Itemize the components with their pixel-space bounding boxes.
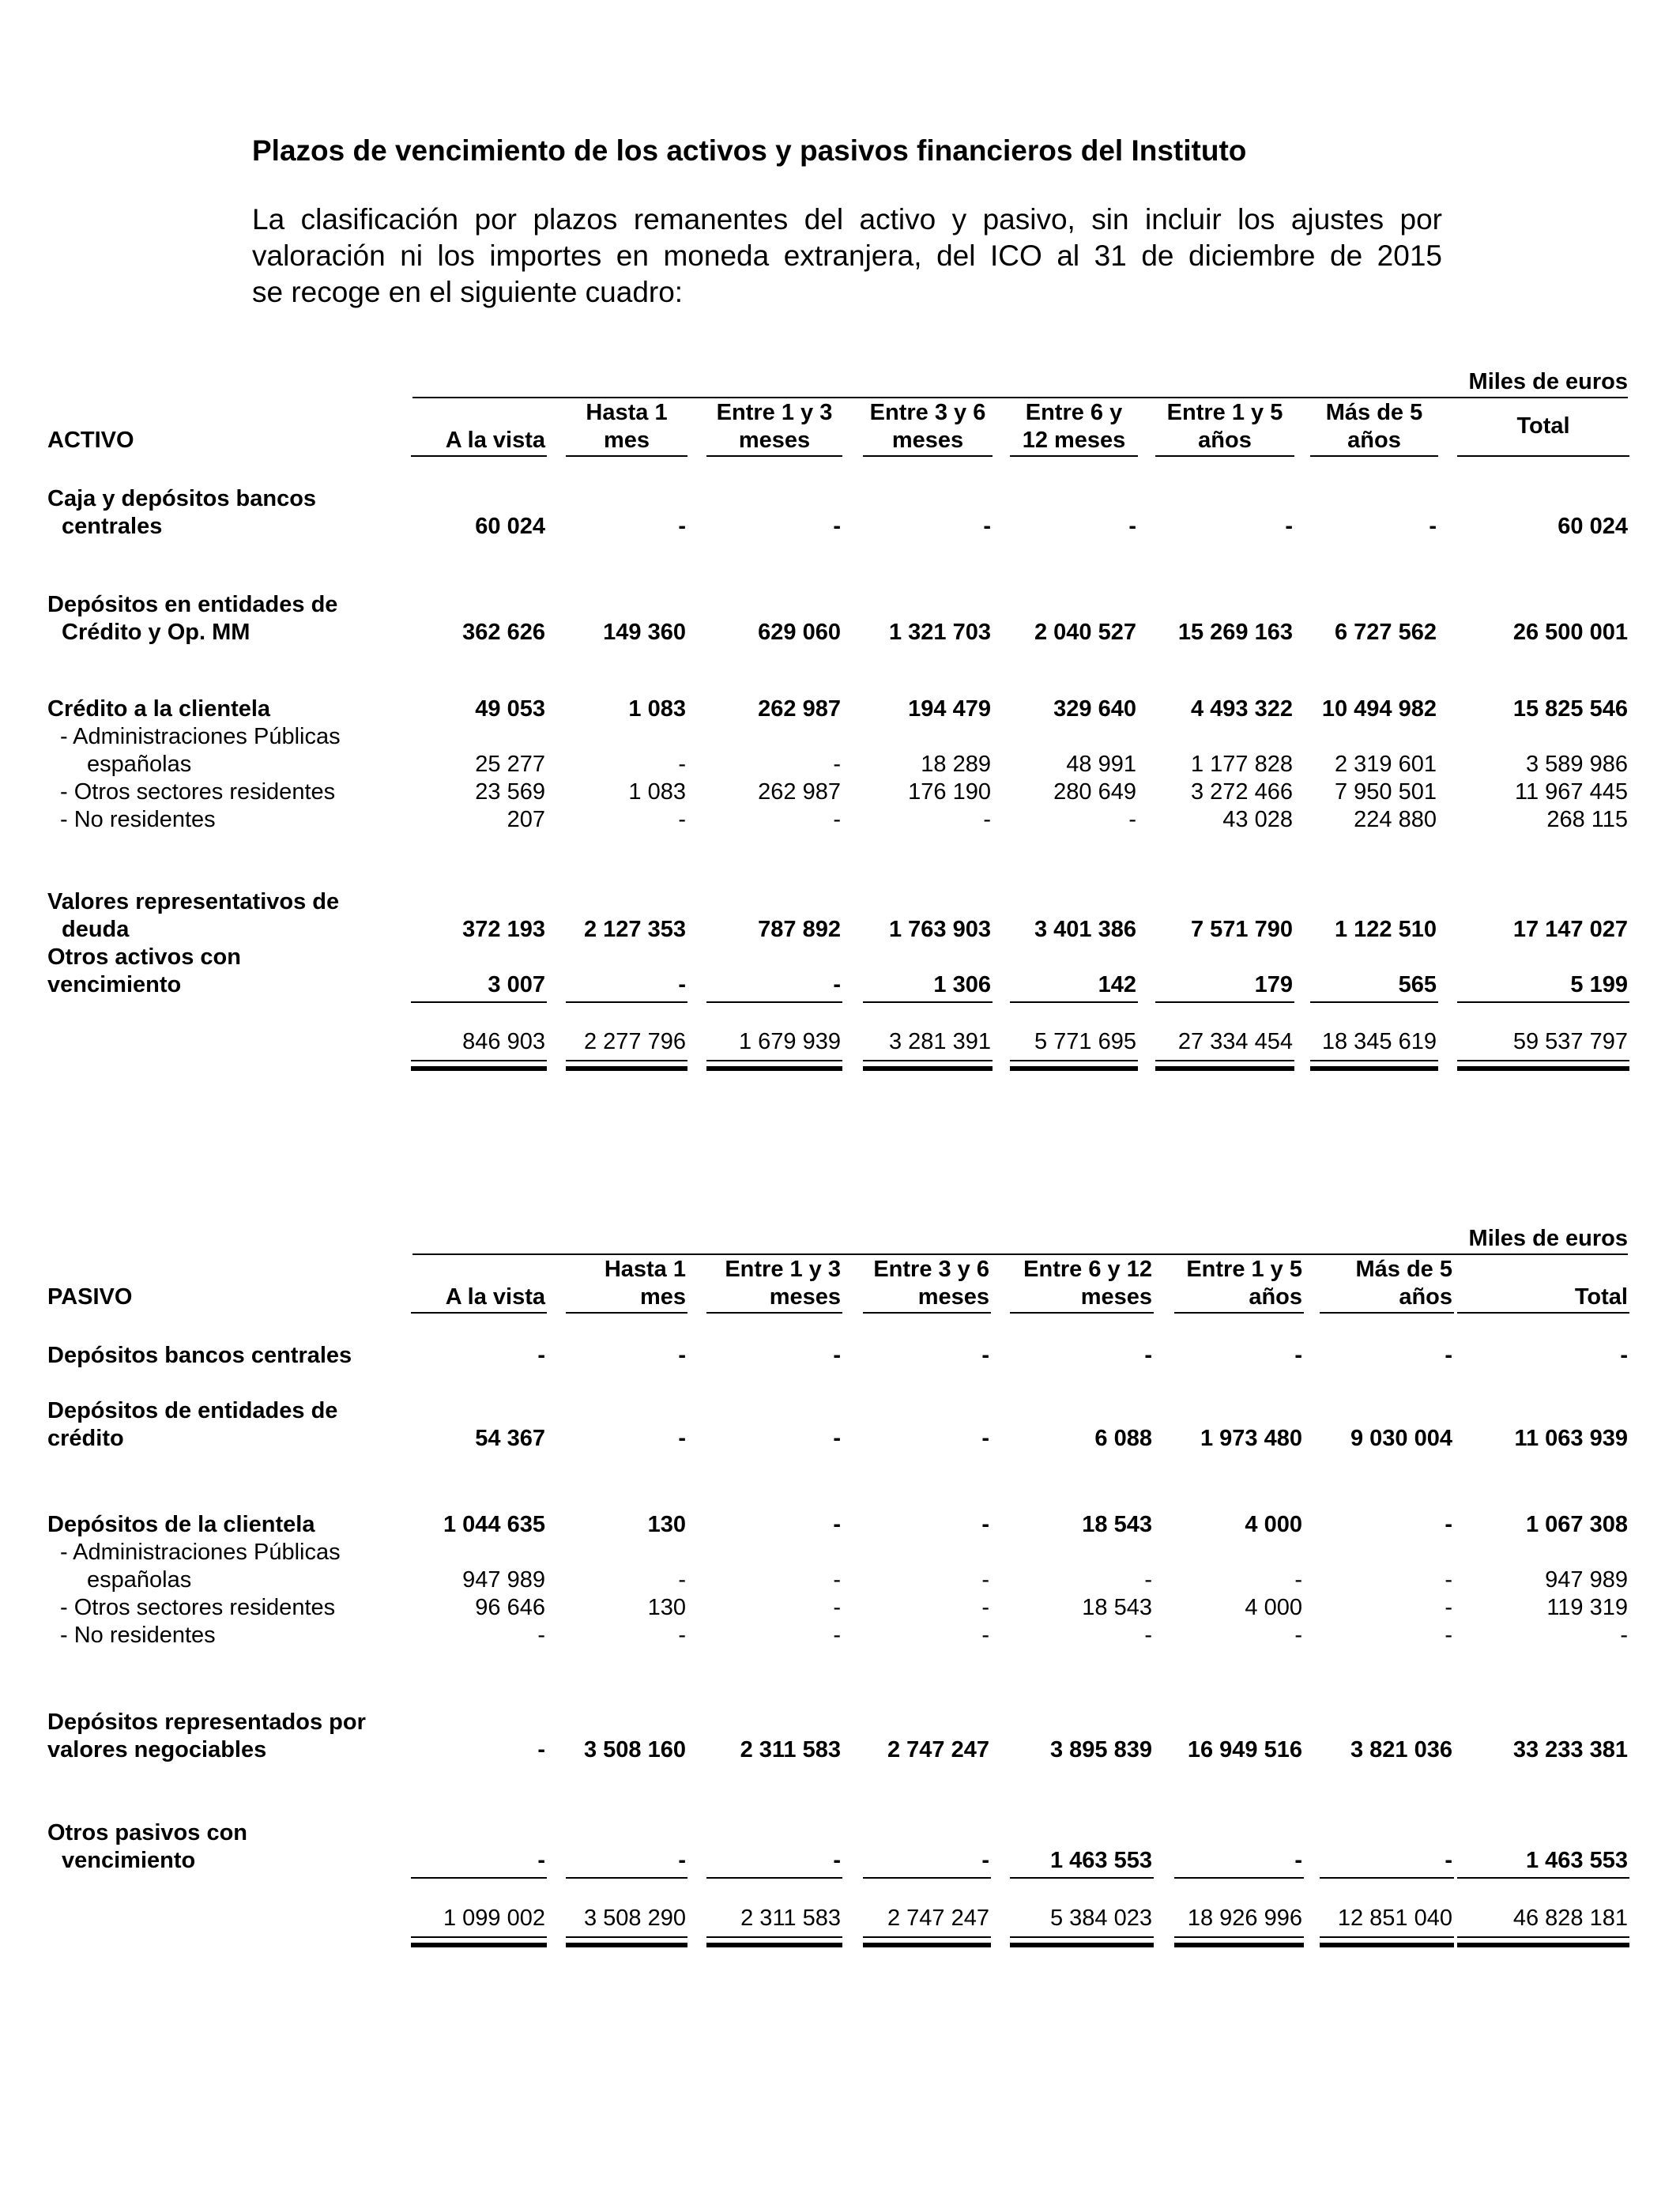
- column-header: Hasta 1: [604, 1257, 686, 1282]
- cell-value: 130: [647, 1512, 686, 1537]
- total-double-rule: [863, 1060, 993, 1071]
- total-value: 2 747 247: [887, 1906, 989, 1931]
- row-label: centrales: [62, 514, 163, 539]
- cell-value: -: [1294, 1623, 1302, 1648]
- cell-value: 1 306: [933, 972, 991, 997]
- row-label: Valores representativos de: [47, 889, 340, 914]
- row-label: Crédito a la clientela: [47, 696, 271, 722]
- column-header: Total: [1516, 413, 1570, 439]
- row-label: Otros activos con: [47, 944, 241, 970]
- cell-value: 4 493 322: [1190, 696, 1293, 722]
- column-header: meses: [1080, 1284, 1152, 1310]
- subtotal-rule: [863, 1001, 993, 1003]
- header-underline: [1155, 455, 1294, 457]
- header-underline: [706, 1312, 842, 1314]
- cell-value: -: [833, 514, 841, 539]
- column-header: Entre 6 y 12: [1023, 1257, 1152, 1282]
- cell-value: 2 319 601: [1334, 752, 1437, 777]
- cell-value: -: [833, 752, 841, 777]
- cell-value: 787 892: [758, 917, 841, 942]
- cell-value: 7 571 790: [1190, 917, 1293, 942]
- column-header: Entre 6 y: [1025, 400, 1123, 425]
- total-double-rule: [411, 1060, 547, 1071]
- subtotal-rule: [411, 1877, 547, 1879]
- section-label: PASIVO: [47, 1284, 133, 1310]
- cell-value: 10 494 982: [1321, 696, 1437, 722]
- intro-line: valoración ni los importes en moneda extranjera, del ICO al 31 de diciembre de 2015: [252, 239, 1442, 272]
- cell-value: 207: [507, 807, 545, 832]
- cell-value: -: [983, 807, 991, 832]
- subtotal-rule: [1010, 1001, 1138, 1003]
- cell-value: -: [833, 1848, 841, 1873]
- column-header: Total: [1574, 1284, 1628, 1310]
- cell-value: -: [1144, 1567, 1152, 1593]
- cell-value: 18 289: [921, 752, 991, 777]
- column-header: mes: [639, 1284, 686, 1310]
- column-header: Hasta 1: [586, 400, 668, 425]
- cell-value: 54 367: [475, 1426, 545, 1451]
- cell-value: 262 987: [758, 779, 841, 805]
- column-header: años: [1198, 428, 1252, 453]
- header-underline: [566, 1312, 687, 1314]
- cell-value: -: [1128, 807, 1136, 832]
- cell-value: 43 028: [1222, 807, 1293, 832]
- header-underline: [1320, 1312, 1454, 1314]
- cell-value: -: [833, 972, 841, 997]
- row-label: Crédito y Op. MM: [62, 620, 250, 645]
- section-label: ACTIVO: [47, 428, 134, 453]
- total-double-rule: [1457, 1060, 1629, 1071]
- column-header: 12 meses: [1022, 428, 1126, 453]
- cell-value: -: [1144, 1343, 1152, 1368]
- total-value: 1 679 939: [738, 1029, 841, 1054]
- total-value: 5 384 023: [1049, 1906, 1152, 1931]
- cell-value: -: [678, 1426, 686, 1451]
- cell-value: -: [1429, 514, 1437, 539]
- header-underline: [1457, 455, 1629, 457]
- cell-value: -: [678, 807, 686, 832]
- cell-value: 5 199: [1570, 972, 1628, 997]
- cell-value: -: [1144, 1623, 1152, 1648]
- row-label: - Administraciones Públicas: [60, 724, 341, 749]
- subtotal-rule: [1174, 1877, 1304, 1879]
- total-value: 12 851 040: [1337, 1906, 1452, 1931]
- total-value: 5 771 695: [1034, 1029, 1136, 1054]
- total-value: 846 903: [462, 1029, 545, 1054]
- cell-value: 3 589 986: [1525, 752, 1628, 777]
- subtotal-rule: [1010, 1877, 1154, 1879]
- cell-value: 7 950 501: [1334, 779, 1437, 805]
- row-label: - Otros sectores residentes: [60, 1595, 336, 1620]
- cell-value: 3 821 036: [1350, 1737, 1452, 1762]
- subtotal-rule: [1155, 1001, 1294, 1003]
- row-label: españolas: [87, 1567, 192, 1593]
- cell-value: -: [537, 1623, 545, 1648]
- total-double-rule: [706, 1936, 842, 1947]
- column-header: Entre 3 y 6: [873, 1257, 989, 1282]
- intro-line: se recoge en el siguiente cuadro:: [252, 276, 684, 308]
- cell-value: -: [981, 1623, 989, 1648]
- cell-value: 3 272 466: [1190, 779, 1293, 805]
- total-double-rule: [1457, 1936, 1629, 1947]
- cell-value: -: [833, 1343, 841, 1368]
- cell-value: -: [537, 1848, 545, 1873]
- cell-value: 60 024: [1558, 514, 1628, 539]
- cell-value: 1 763 903: [888, 917, 991, 942]
- subtotal-rule: [706, 1877, 842, 1879]
- cell-value: 26 500 001: [1512, 620, 1628, 645]
- cell-value: 6 088: [1094, 1426, 1152, 1451]
- cell-value: 1 973 480: [1200, 1426, 1302, 1451]
- total-double-rule: [1320, 1936, 1454, 1947]
- cell-value: -: [678, 514, 686, 539]
- cell-value: 33 233 381: [1512, 1737, 1628, 1762]
- header-underline: [1010, 455, 1138, 457]
- total-double-rule: [1010, 1060, 1138, 1071]
- cell-value: 18 543: [1082, 1512, 1152, 1537]
- cell-value: -: [1445, 1595, 1452, 1620]
- row-label: Depósitos bancos centrales: [47, 1343, 352, 1368]
- total-double-rule: [1155, 1060, 1294, 1071]
- cell-value: 18 543: [1082, 1595, 1152, 1620]
- column-header: meses: [917, 1284, 989, 1310]
- cell-value: -: [1620, 1343, 1628, 1368]
- row-label: - No residentes: [60, 807, 216, 832]
- header-underline: [566, 455, 687, 457]
- cell-value: -: [833, 1567, 841, 1593]
- cell-value: 194 479: [908, 696, 991, 722]
- cell-value: -: [678, 1343, 686, 1368]
- total-double-rule: [566, 1060, 687, 1071]
- column-header: Entre 1 y 3: [725, 1257, 841, 1282]
- cell-value: 1 321 703: [888, 620, 991, 645]
- subtotal-rule: [863, 1877, 991, 1879]
- cell-value: 3 508 160: [583, 1737, 686, 1762]
- header-top-rule: [412, 1253, 1628, 1255]
- cell-value: 629 060: [758, 620, 841, 645]
- cell-value: 2 040 527: [1034, 620, 1136, 645]
- units-label: Miles de euros: [1468, 369, 1628, 394]
- total-value: 2 311 583: [740, 1906, 841, 1931]
- total-value: 1 099 002: [443, 1906, 545, 1931]
- intro-paragraph: [252, 202, 1442, 311]
- header-underline: [1010, 1312, 1154, 1314]
- cell-value: -: [981, 1595, 989, 1620]
- header-underline: [863, 455, 993, 457]
- cell-value: -: [537, 1737, 545, 1762]
- cell-value: 3 895 839: [1049, 1737, 1152, 1762]
- subtotal-rule: [1310, 1001, 1438, 1003]
- cell-value: -: [1445, 1343, 1452, 1368]
- cell-value: 1 122 510: [1334, 917, 1437, 942]
- cell-value: 4 000: [1245, 1595, 1302, 1620]
- total-value: 2 277 796: [583, 1029, 686, 1054]
- column-header: años: [1399, 1284, 1452, 1310]
- row-label: valores negociables: [47, 1737, 267, 1762]
- cell-value: 2 127 353: [583, 917, 686, 942]
- row-label: Otros pasivos con: [47, 1820, 248, 1845]
- cell-value: -: [678, 752, 686, 777]
- cell-value: -: [833, 1595, 841, 1620]
- cell-value: -: [1620, 1623, 1628, 1648]
- cell-value: 6 727 562: [1334, 620, 1437, 645]
- row-label: Caja y depósitos bancos: [47, 486, 317, 511]
- cell-value: 1 177 828: [1190, 752, 1293, 777]
- header-underline: [1174, 1312, 1304, 1314]
- row-label: deuda: [62, 917, 130, 942]
- cell-value: -: [1445, 1623, 1452, 1648]
- cell-value: 4 000: [1245, 1512, 1302, 1537]
- total-value: 3 281 391: [888, 1029, 991, 1054]
- cell-value: -: [1445, 1848, 1452, 1873]
- total-double-rule: [706, 1060, 842, 1071]
- row-label: Depósitos de la clientela: [47, 1512, 315, 1537]
- column-header: meses: [891, 428, 964, 453]
- header-underline: [1457, 1312, 1629, 1314]
- column-header: meses: [769, 1284, 841, 1310]
- cell-value: -: [981, 1512, 989, 1537]
- total-double-rule: [566, 1936, 687, 1947]
- header-underline: [706, 455, 842, 457]
- total-double-rule: [863, 1936, 991, 1947]
- cell-value: 372 193: [462, 917, 545, 942]
- cell-value: 2 747 247: [887, 1737, 989, 1762]
- cell-value: -: [833, 1512, 841, 1537]
- column-header: A la vista: [445, 428, 545, 453]
- cell-value: 1 067 308: [1525, 1512, 1628, 1537]
- total-double-rule: [1310, 1060, 1438, 1071]
- cell-value: -: [833, 1623, 841, 1648]
- cell-value: 179: [1254, 972, 1293, 997]
- cell-value: -: [1285, 514, 1293, 539]
- column-header: A la vista: [445, 1284, 545, 1310]
- cell-value: -: [1294, 1848, 1302, 1873]
- cell-value: -: [678, 1623, 686, 1648]
- column-header: Más de 5: [1355, 1257, 1452, 1282]
- cell-value: 17 147 027: [1512, 917, 1628, 942]
- cell-value: -: [833, 1426, 841, 1451]
- column-header: Entre 1 y 5: [1186, 1257, 1302, 1282]
- cell-value: 149 360: [603, 620, 686, 645]
- total-double-rule: [1174, 1936, 1304, 1947]
- total-value: 18 926 996: [1187, 1906, 1302, 1931]
- column-header: años: [1249, 1284, 1302, 1310]
- subtotal-rule: [706, 1001, 842, 1003]
- row-label: vencimiento: [47, 972, 182, 997]
- total-value: 59 537 797: [1512, 1029, 1628, 1054]
- cell-value: 15 825 546: [1512, 696, 1628, 722]
- cell-value: 25 277: [475, 752, 545, 777]
- cell-value: 1 083: [628, 696, 686, 722]
- column-header: mes: [603, 428, 650, 453]
- column-header: años: [1347, 428, 1401, 453]
- cell-value: 362 626: [462, 620, 545, 645]
- cell-value: 1 044 635: [443, 1512, 545, 1537]
- cell-value: 119 319: [1546, 1595, 1628, 1620]
- row-label: Depósitos en entidades de: [47, 592, 338, 617]
- cell-value: -: [1445, 1512, 1452, 1537]
- total-value: 3 508 290: [583, 1906, 686, 1931]
- cell-value: -: [1128, 514, 1136, 539]
- row-label: - Administraciones Públicas: [60, 1540, 341, 1565]
- column-header: Entre 1 y 3: [716, 400, 833, 425]
- subtotal-rule: [411, 1001, 547, 1003]
- row-label: - Otros sectores residentes: [60, 779, 336, 805]
- cell-value: -: [678, 1848, 686, 1873]
- cell-value: 11 063 939: [1514, 1426, 1628, 1451]
- cell-value: 23 569: [475, 779, 545, 805]
- cell-value: 96 646: [475, 1595, 545, 1620]
- cell-value: -: [833, 807, 841, 832]
- column-header: Entre 1 y 5: [1166, 400, 1283, 425]
- page-title: Plazos de vencimiento de los activos y pasivos financieros del Instituto: [252, 134, 1247, 167]
- cell-value: 1 463 553: [1049, 1848, 1152, 1873]
- cell-value: 49 053: [475, 696, 545, 722]
- cell-value: 3 401 386: [1034, 917, 1136, 942]
- cell-value: -: [983, 514, 991, 539]
- cell-value: 329 640: [1053, 696, 1136, 722]
- cell-value: 142: [1098, 972, 1136, 997]
- row-label: vencimiento: [62, 1848, 196, 1873]
- header-underline: [411, 1312, 547, 1314]
- cell-value: 9 030 004: [1350, 1426, 1452, 1451]
- row-label: - No residentes: [60, 1623, 216, 1648]
- column-header: Más de 5: [1325, 400, 1423, 425]
- cell-value: -: [1294, 1567, 1302, 1593]
- total-double-rule: [1010, 1936, 1154, 1947]
- subtotal-rule: [1457, 1877, 1629, 1879]
- header-underline: [411, 455, 547, 457]
- cell-value: 3 007: [488, 972, 545, 997]
- row-label: Depósitos de entidades de: [47, 1398, 338, 1423]
- total-value: 18 345 619: [1321, 1029, 1437, 1054]
- cell-value: 224 880: [1354, 807, 1437, 832]
- cell-value: 947 989: [462, 1567, 545, 1593]
- cell-value: 1 463 553: [1525, 1848, 1628, 1873]
- row-label: Depósitos representados por: [47, 1710, 366, 1735]
- cell-value: 565: [1398, 972, 1437, 997]
- cell-value: 48 991: [1066, 752, 1136, 777]
- total-value: 46 828 181: [1512, 1906, 1628, 1931]
- cell-value: 2 311 583: [740, 1737, 841, 1762]
- total-double-rule: [411, 1936, 547, 1947]
- cell-value: 1 083: [628, 779, 686, 805]
- cell-value: 15 269 163: [1177, 620, 1293, 645]
- cell-value: 11 967 445: [1515, 779, 1628, 805]
- cell-value: -: [981, 1848, 989, 1873]
- header-underline: [1310, 455, 1438, 457]
- subtotal-rule: [566, 1001, 687, 1003]
- subtotal-rule: [566, 1877, 687, 1879]
- cell-value: 16 949 516: [1187, 1737, 1302, 1762]
- column-header: meses: [738, 428, 811, 453]
- cell-value: 60 024: [475, 514, 545, 539]
- units-label: Miles de euros: [1468, 1226, 1628, 1251]
- cell-value: -: [678, 972, 686, 997]
- subtotal-rule: [1320, 1877, 1454, 1879]
- intro-line: La clasificación por plazos remanentes del activo y pasivo, sin incluir los ajustes por: [252, 203, 1442, 236]
- cell-value: -: [981, 1567, 989, 1593]
- cell-value: 268 115: [1546, 807, 1628, 832]
- row-label: españolas: [87, 752, 192, 777]
- cell-value: -: [1445, 1567, 1452, 1593]
- cell-value: -: [1294, 1343, 1302, 1368]
- cell-value: -: [537, 1343, 545, 1368]
- header-underline: [863, 1312, 991, 1314]
- cell-value: -: [678, 1567, 686, 1593]
- total-value: 27 334 454: [1177, 1029, 1293, 1054]
- column-header: Entre 3 y 6: [869, 400, 986, 425]
- cell-value: 262 987: [758, 696, 841, 722]
- subtotal-rule: [1457, 1001, 1629, 1003]
- row-label: crédito: [47, 1426, 124, 1451]
- cell-value: 280 649: [1053, 779, 1136, 805]
- cell-value: 130: [647, 1595, 686, 1620]
- cell-value: 176 190: [908, 779, 991, 805]
- cell-value: 947 989: [1545, 1567, 1628, 1593]
- cell-value: -: [981, 1426, 989, 1451]
- cell-value: -: [981, 1343, 989, 1368]
- header-top-rule: [412, 397, 1628, 398]
